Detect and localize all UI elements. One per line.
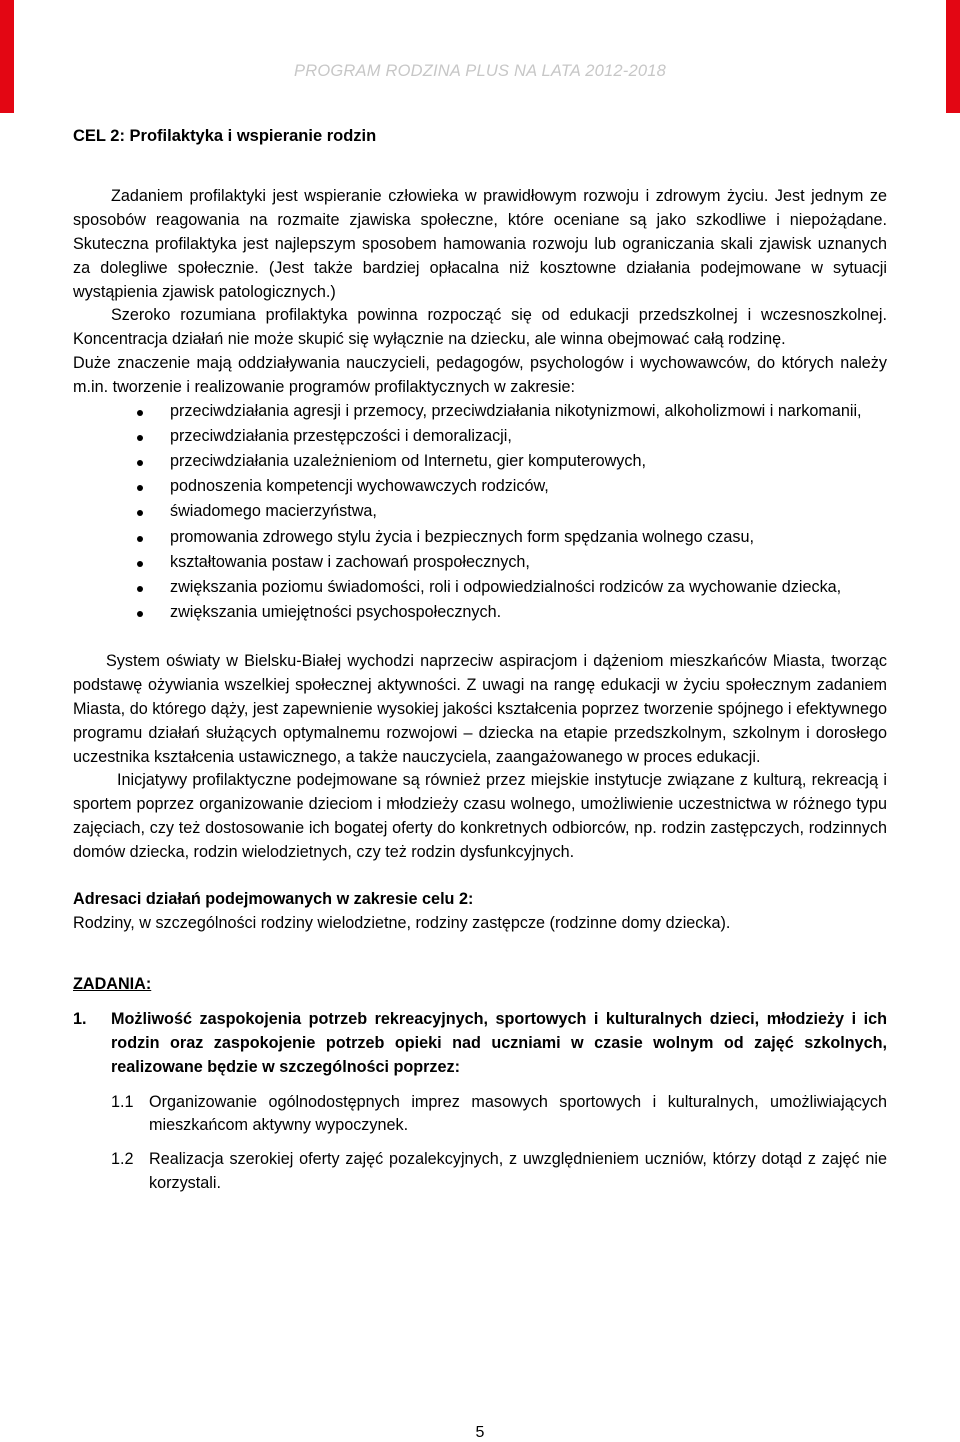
bullet-list <box>73 400 887 625</box>
task-text: Możliwość zaspokojenia potrzeb rekreacyjnych, sportowych i kulturalnych dzieci, młodzieży i ich rodzin oraz zaspokojenie potrzeb opieki nad uczniami w czasie wolnym od zajęć szkolnych, realizowane będzie w szczególności poprzez: <box>111 1009 887 1076</box>
paragraph-1: Zadaniem profilaktyki jest wspieranie człowieka w prawidłowym rozwoju i zdrowym życiu. Jest jednym ze sposobów reagowania na rozmaite zjawiska społeczne, które oceniane są jako szkodliwe i niepożądane. Skuteczna profilaktyka jest najlepszym sposobem hamowania rozwoju lub ograniczania skali zjawisk uznanych za dolegliwe społecznie. (Jest także bardziej opłacalna niż kosztowne działania podejmowane w sytuacji wystąpienia zjawisk patologicznych.) <box>73 186 887 301</box>
bullet-icon <box>137 611 143 617</box>
page-header: PROGRAM RODZINA PLUS NA LATA 2012-2018 <box>294 62 666 80</box>
paragraph-5: Inicjatywy profilaktyczne podejmowane są również przez miejskie instytucje związane z kulturą, rekreacją i sportem poprzez organizowanie dzieciom i młodzieży czasu wolnego, umożliwienie uczestnictwa w różnego typu zajęciach, czy też dostosowanie ich bogatej oferty do konkretnych odbiorców, np. rodzin zastępczych, rodzinnych domów dziecka, rodzin wielodzietnych, czy też rodzin dysfunkcyjnych. <box>73 771 887 862</box>
document-body <box>73 125 887 1206</box>
subtask-number: 1.2 <box>111 1150 134 1169</box>
task-item <box>73 1008 887 1080</box>
list-item: przeciwdziałania przestępczości i demoralizacji, <box>73 425 887 449</box>
addressees-text: Rodziny, w szczególności rodziny wielodzietne, rodziny zastępcze (rodzinne domy dziecka). <box>73 913 731 932</box>
right-red-bar <box>946 0 960 113</box>
tasks-title: ZADANIA: <box>73 974 152 993</box>
subtask-item <box>73 1091 887 1139</box>
bullet-icon <box>137 586 143 592</box>
bullet-icon <box>137 510 143 516</box>
list-item: zwiększania umiejętności psychospołecznych. <box>73 601 887 625</box>
paragraph-3: Duże znaczenie mają oddziaływania nauczycieli, pedagogów, psychologów i wychowawców, do których należy m.in. tworzenie i realizowanie programów profilaktycznych w zakresie: <box>73 354 887 397</box>
page-number: 5 <box>475 1424 485 1441</box>
paragraph-2: Szeroko rozumiana profilaktyka powinna rozpocząć się od edukacji przedszkolnej i wczesnoszkolnej. Koncentracja działań nie może skupić się wyłącznie na dziecku, ale winna obejmować całą rodzinę. <box>73 306 887 349</box>
left-red-bar <box>0 0 14 113</box>
bullet-icon <box>137 410 143 416</box>
list-item: kształtowania postaw i zachowań prospołecznych, <box>73 551 887 575</box>
subtask-number: 1.1 <box>111 1092 134 1111</box>
subtask-text: Organizowanie ogólnodostępnych imprez masowych sportowych i kulturalnych, umożliwiających mieszkańcom aktywny wypoczynek. <box>149 1092 887 1135</box>
subtask-text: Realizacja szerokiej oferty zajęć pozalekcyjnych, z uwzględnieniem uczniów, którzy dotąd z zajęć nie korzystali. <box>149 1150 887 1193</box>
list-item: zwiększania poziomu świadomości, roli i odpowiedzialności rodziców za wychowanie dziecka, <box>73 576 887 600</box>
bullet-icon <box>137 536 143 542</box>
goal-title: CEL 2: Profilaktyka i wspieranie rodzin <box>73 127 377 145</box>
subtask-item <box>73 1148 887 1196</box>
bullet-icon <box>137 485 143 491</box>
paragraph-4: System oświaty w Bielsku-Białej wychodzi naprzeciw aspiracjom i dążeniom mieszkańców Miasta, tworząc podstawę ożywiania wszelkiej społecznej aktywności. Z uwagi na rangę edukacji w życiu społecznym zadaniem Miasta, do którego dąży, jest zapewnienie wysokiej jakości kształcenia poprzez tworzenie spójnego i efektywnego programu działań służących optymalnemu rozwojowi – dziecka na etapie przedszkolnym, szkolnym i dorosłego uczestnika kształcenia ustawicznego, a także nauczyciela, zaangażowanego w proces edukacji. <box>73 651 887 766</box>
list-item: promowania zdrowego stylu życia i bezpiecznych form spędzania wolnego czasu, <box>73 526 887 550</box>
bullet-icon <box>137 435 143 441</box>
bullet-icon <box>137 561 143 567</box>
list-item: przeciwdziałania uzależnieniom od Internetu, gier komputerowych, <box>73 450 887 474</box>
list-item: przeciwdziałania agresji i przemocy, przeciwdziałania nikotynizmowi, alkoholizmowi i narkomanii, <box>73 400 887 424</box>
task-number: 1. <box>73 1009 87 1028</box>
addressees-title: Adresaci działań podejmowanych w zakresie celu 2: <box>73 890 474 909</box>
bullet-icon <box>137 460 143 466</box>
list-item: podnoszenia kompetencji wychowawczych rodziców, <box>73 475 887 499</box>
list-item: świadomego macierzyństwa, <box>73 500 887 524</box>
